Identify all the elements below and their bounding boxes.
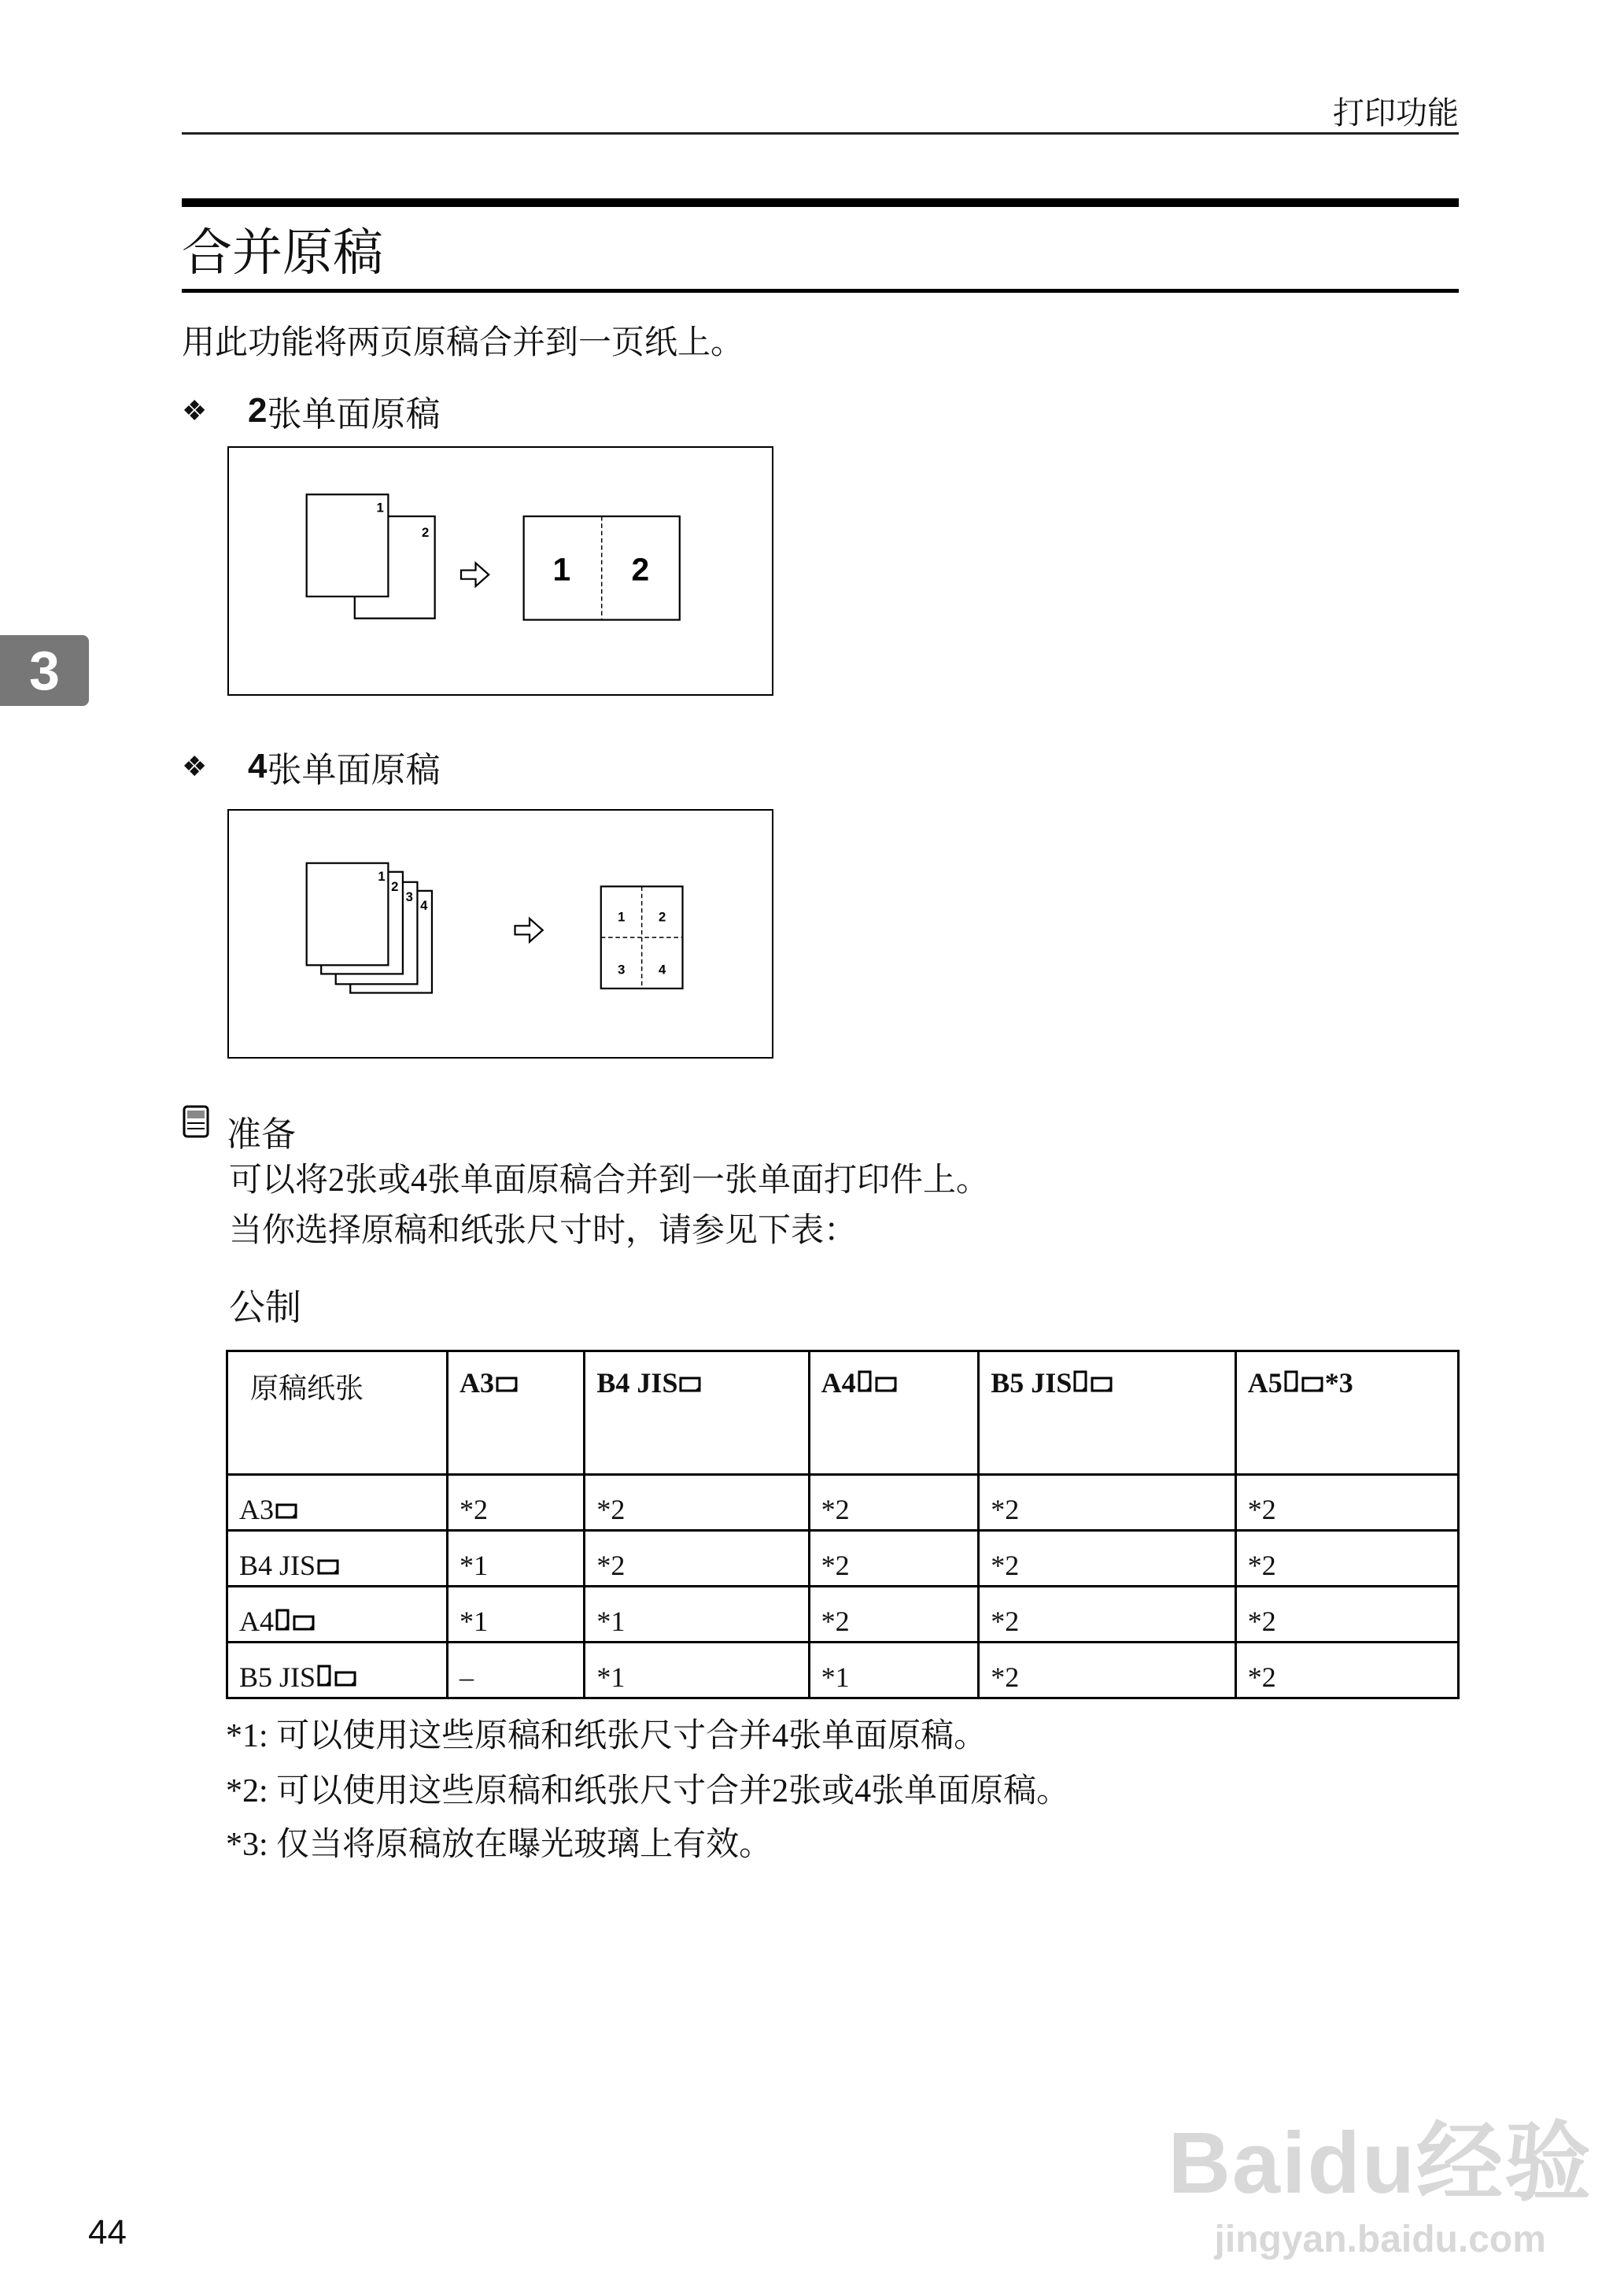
row-header [227,1531,448,1587]
combined-number: 4 [658,962,666,978]
heading-number: 2 [248,391,268,430]
column-label: A5 [1247,1367,1283,1399]
watermark-logo: Baidu经验 [1168,2115,1593,2212]
combined-number: 1 [552,551,571,588]
page-number: 1 [378,868,386,884]
chapter-tab: 3 [0,635,89,706]
diamond-bullet-icon: ❖ [182,751,208,782]
corner-header: 原稿纸张 [227,1351,448,1475]
preparation-title: 准备 [227,1115,296,1154]
heading-label: 张单面原稿 [267,751,441,789]
section-heading-2-sheets [182,386,440,436]
arrow-right-icon [515,918,543,942]
column-label: B5 JIS [991,1367,1072,1399]
footnote-2: *2: 可以使用这些原稿和纸张尺寸合并2张或4张单面原稿。 [226,1773,1070,1809]
column-label: B4 JIS [596,1367,678,1399]
row-label: A3 [239,1494,274,1525]
table-row [227,1531,1459,1587]
table-row [227,1475,1459,1531]
portrait-paper-icon [1073,1370,1089,1394]
section-heading-4-sheets [182,741,440,792]
table-cell: *2 [1235,1643,1458,1698]
table-cell: *2 [448,1475,585,1531]
table-cell: *2 [809,1587,979,1643]
heading-label: 张单面原稿 [267,395,441,434]
title-bar [182,198,1459,207]
row-header [227,1643,448,1698]
column-suffix: *3 [1324,1367,1353,1399]
title-underline [182,289,1459,293]
table-cell: *2 [1235,1475,1458,1531]
table-cell: *2 [585,1531,809,1587]
page-number: 1 [376,500,384,516]
table-row [227,1643,1459,1698]
column-header [809,1351,979,1475]
portrait-paper-icon [317,1665,333,1688]
column-header [979,1351,1235,1475]
diagram-2-sheets [227,446,773,696]
watermark-url: jingyan.baidu.com [1214,2219,1546,2260]
table-cell: *2 [979,1643,1235,1698]
footnote-1: *1: 可以使用这些原稿和纸张尺寸合并4张单面原稿。 [226,1718,987,1754]
table-cell: *2 [1235,1531,1458,1587]
preparation-icon [182,1104,212,1139]
table-cell: *1 [585,1643,809,1698]
row-header [227,1587,448,1643]
column-header [448,1351,585,1475]
table-row [227,1587,1459,1643]
column-label: A4 [821,1367,856,1399]
column-header [1235,1351,1458,1475]
table-header-row [227,1351,1459,1475]
landscape-paper-icon [334,1671,358,1688]
combined-number: 2 [631,551,650,588]
portrait-paper-icon [858,1370,873,1394]
metric-label: 公制 [229,1288,301,1328]
table-cell: *2 [1235,1587,1458,1643]
landscape-paper-icon [875,1377,899,1394]
portrait-paper-icon [275,1609,291,1632]
row-header [227,1475,448,1531]
preparation-line: 可以将2张或4张单面原稿合并到一张单面打印件上。 [229,1162,990,1199]
arrow-right-icon [461,563,489,586]
landscape-paper-icon [317,1559,341,1576]
table-cell: *1 [585,1587,809,1643]
landscape-paper-icon [496,1377,519,1394]
table-cell: *2 [585,1475,809,1531]
page-number: 3 [405,889,413,904]
row-label: A4 [239,1606,274,1637]
row-label: B5 JIS [239,1661,316,1693]
table-cell: *1 [809,1643,979,1698]
page-number: 2 [421,524,430,540]
row-label: B4 JIS [239,1550,316,1581]
page-title: 合并原稿 [182,225,383,281]
original-page-1 [307,863,389,966]
diamond-bullet-icon: ❖ [182,395,208,427]
column-label: A3 [460,1367,494,1399]
page-number: 4 [420,897,428,913]
combined-number: 2 [658,909,666,925]
combine-2-illustration [229,448,772,694]
table-cell: *1 [448,1531,585,1587]
table-cell: *2 [979,1475,1235,1531]
preparation-line: 当你选择原稿和纸张尺寸时，请参见下表： [229,1213,858,1249]
baidu-watermark [1168,2094,1593,2261]
combined-number: 1 [618,909,626,925]
paper-size-table [226,1350,1460,1699]
diagram-4-sheets [227,809,773,1059]
table-cell: *1 [448,1587,585,1643]
landscape-paper-icon [679,1377,703,1394]
table-cell: – [448,1643,585,1698]
table-cell: *2 [809,1475,979,1531]
header-rule [182,132,1459,135]
heading-number: 4 [248,747,268,785]
page-number: 2 [391,878,399,894]
page-number: 44 [88,2213,127,2252]
column-header [585,1351,809,1475]
table-cell: *2 [979,1531,1235,1587]
combine-4-illustration [229,811,772,1057]
table-cell: *2 [809,1531,979,1587]
landscape-paper-icon [275,1503,299,1521]
table-cell: *2 [979,1587,1235,1643]
portrait-paper-icon [1284,1370,1300,1394]
landscape-paper-icon [293,1615,316,1632]
footnote-3: *3: 仅当将原稿放在曝光玻璃上有效。 [226,1827,773,1863]
landscape-paper-icon [1091,1377,1114,1394]
intro-text: 用此功能将两页原稿合并到一页纸上。 [182,325,744,361]
landscape-paper-icon [1301,1377,1325,1394]
combined-number: 3 [618,962,626,978]
running-header: 打印功能 [1333,95,1459,131]
